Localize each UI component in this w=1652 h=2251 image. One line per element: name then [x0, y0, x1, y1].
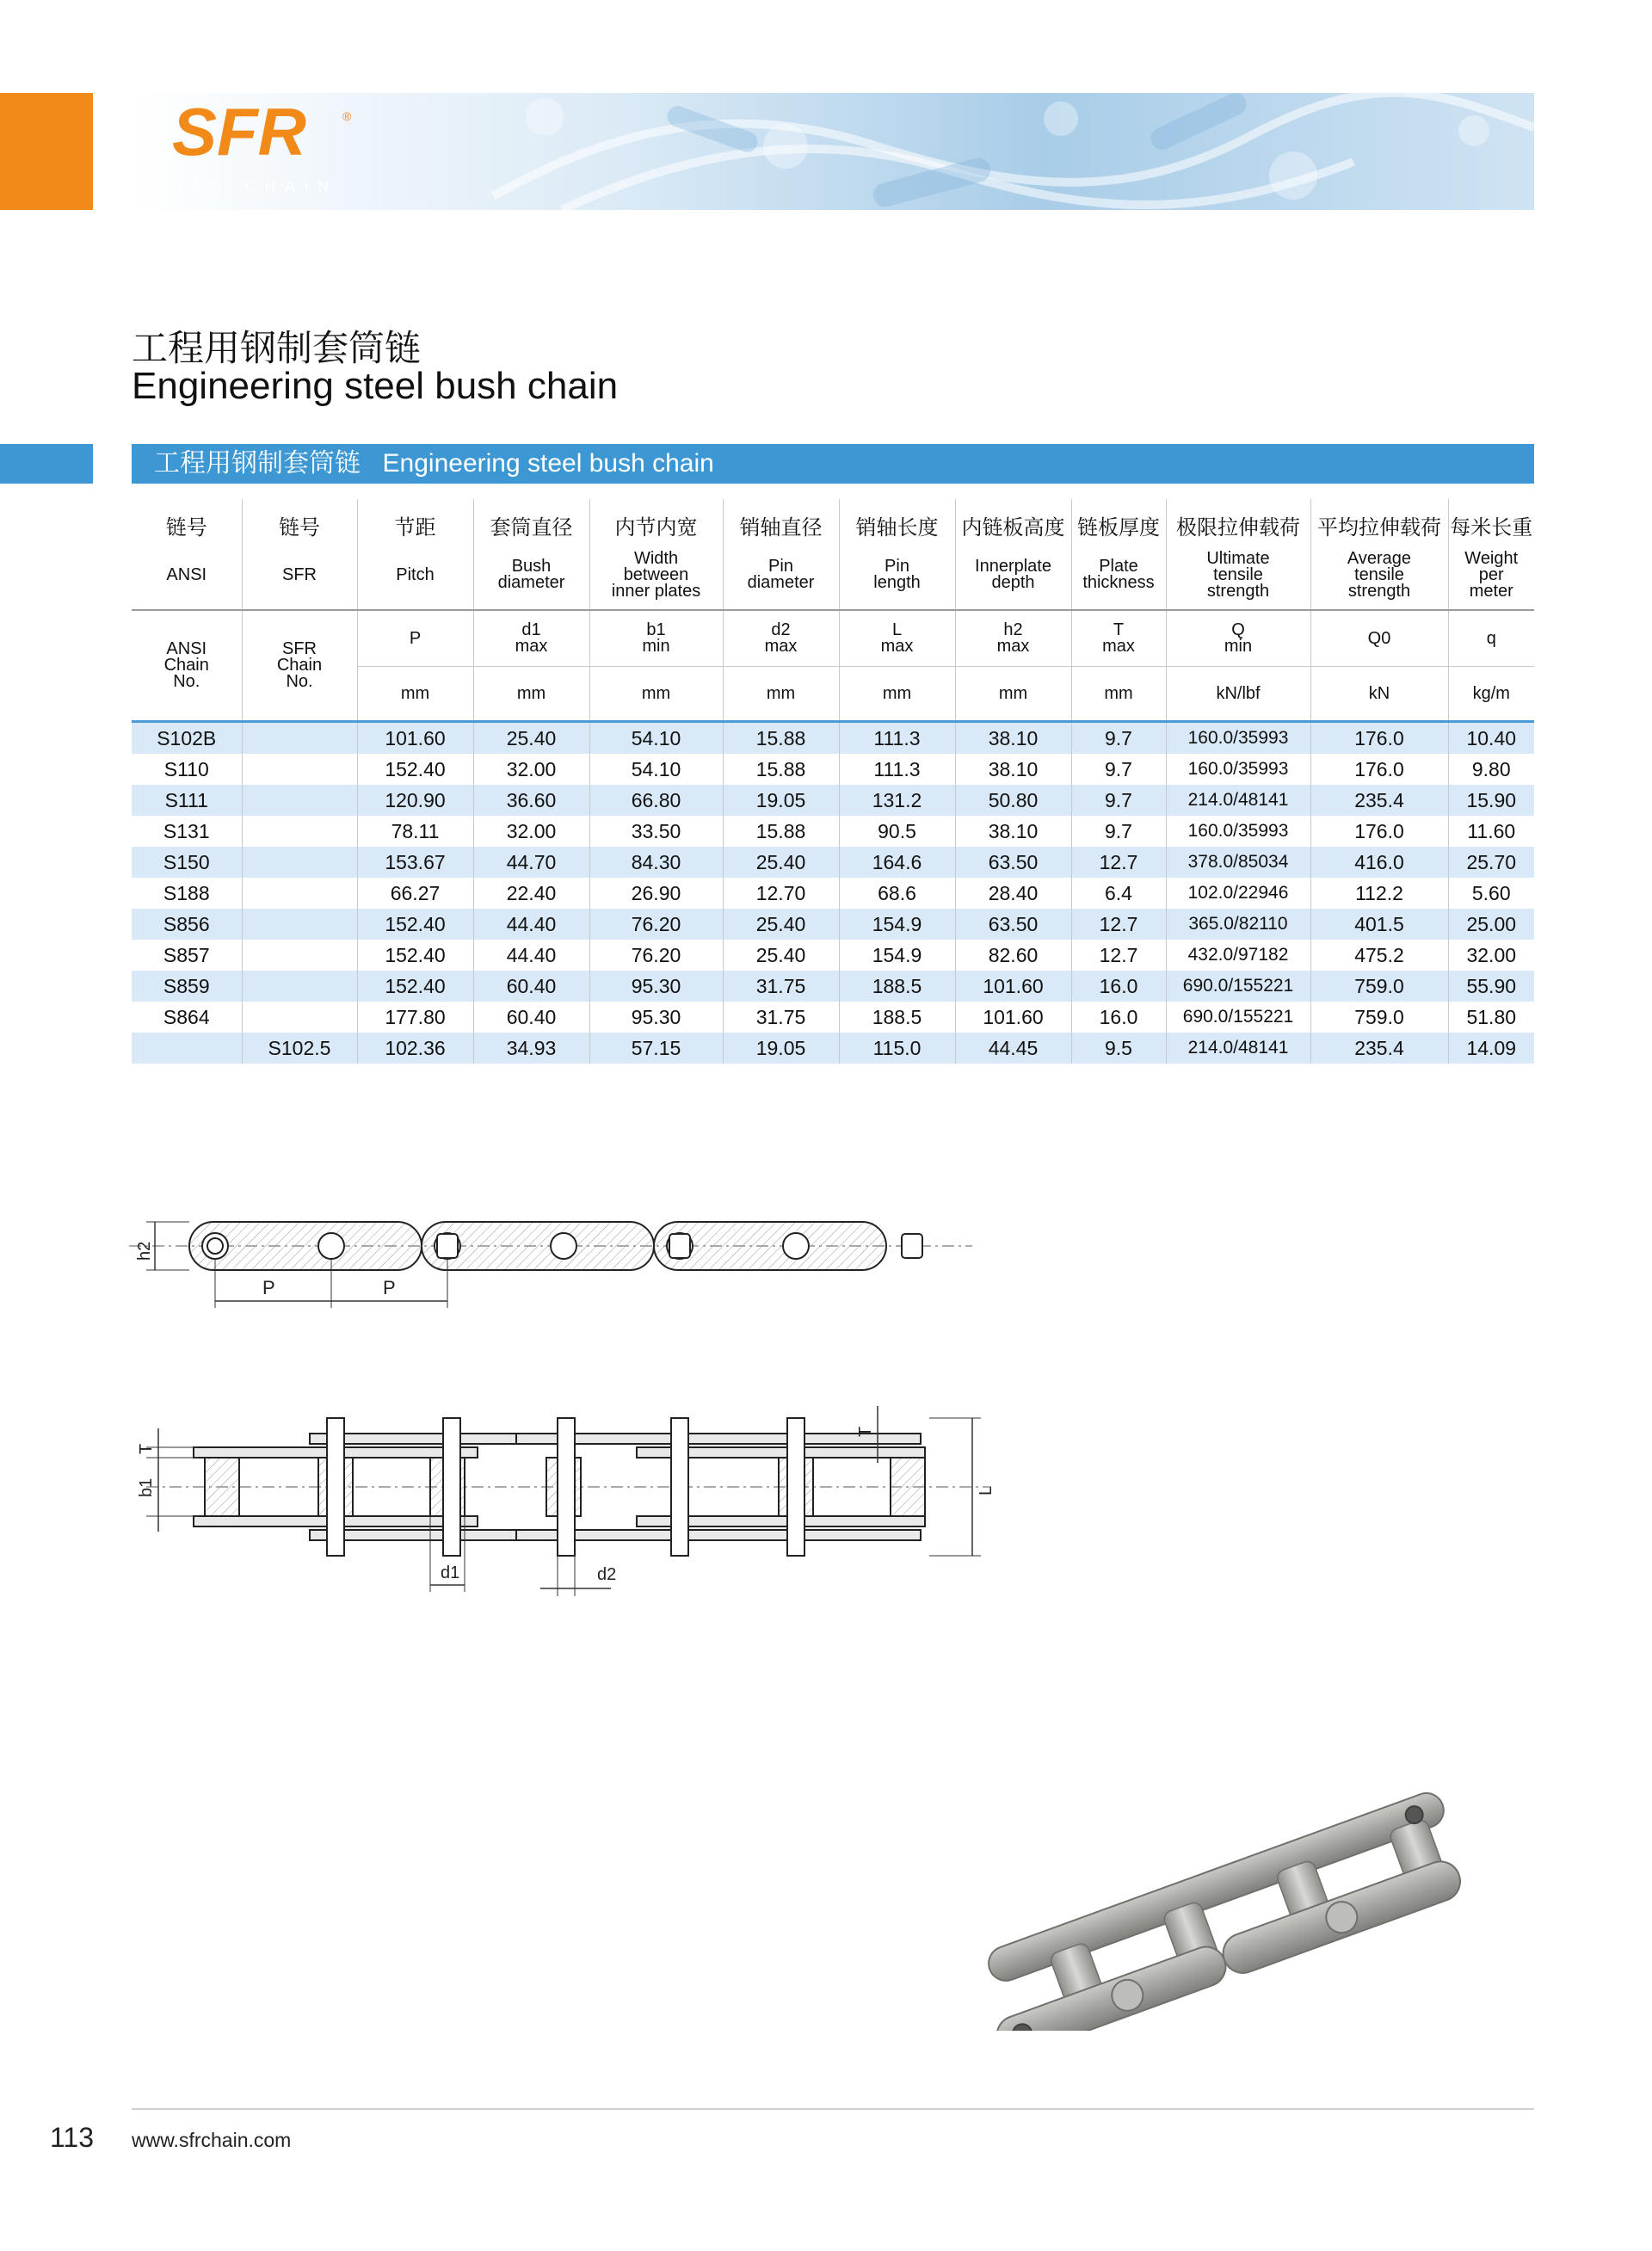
page-title-en: Engineering steel bush chain	[132, 365, 619, 407]
header-cn-cell: 销轴直径	[723, 499, 839, 540]
value-cell: 31.75	[723, 971, 839, 1002]
value-cell: 25.40	[473, 722, 589, 755]
spec-table	[132, 499, 1534, 1064]
symbol-cell-line: max	[1102, 637, 1135, 656]
value-cell: 16.0	[1071, 971, 1166, 1002]
header-row-symbols	[132, 610, 1534, 667]
value-cell: 759.0	[1310, 1002, 1448, 1033]
value-cell: 25.40	[723, 909, 839, 940]
value-cell: 365.0/82110	[1166, 909, 1310, 940]
t-label-right: T	[856, 1426, 875, 1437]
chain-no-label-cell	[132, 610, 242, 722]
header-en-cell-line: strength	[1347, 581, 1411, 601]
header-en-cell-line: strength	[1206, 581, 1270, 601]
value-cell: 68.6	[839, 878, 955, 909]
header-row-cn	[132, 499, 1534, 540]
header-en-cell-line: Pitch	[396, 564, 435, 584]
ansi-chain-no-cell: S150	[132, 847, 242, 878]
value-cell: 11.60	[1467, 819, 1516, 842]
unit-cell: mm	[955, 667, 1071, 722]
ansi-chain-no-cell: S864	[132, 1002, 242, 1033]
symbol-cell	[1448, 610, 1534, 667]
value-cell: 9.7	[1071, 785, 1166, 816]
header-en-cell-line: Innerplate	[975, 557, 1051, 576]
value-cell: 82.60	[955, 940, 1071, 971]
value-cell: 188.5	[839, 1002, 955, 1033]
value-cell: 19.05	[723, 785, 839, 816]
header-en-cell-line: Average	[1347, 548, 1412, 568]
value-cell: 78.11	[357, 816, 473, 847]
symbol-cell-line: T	[1113, 620, 1125, 639]
unit-cell: mm	[839, 667, 955, 722]
symbol-cell	[1310, 610, 1448, 667]
value-cell: 55.90	[1448, 971, 1534, 1002]
value-cell: 28.40	[955, 878, 1071, 909]
sfr-chain-no-cell	[242, 1002, 357, 1033]
l-label: L	[977, 1485, 996, 1496]
ansi-chain-no-cell: S859	[132, 971, 242, 1002]
svg-text:SFR CHAIN: SFR CHAIN	[174, 178, 338, 194]
value-cell: 22.40	[473, 878, 589, 909]
table-row	[132, 722, 1534, 755]
symbol-cell	[1166, 610, 1310, 667]
value-cell: 60.40	[473, 971, 589, 1002]
header-en-cell	[357, 540, 473, 610]
symbol-cell-line: L	[891, 620, 903, 639]
value-cell: 214.0/48141	[1166, 785, 1310, 816]
value-cell: 38.10	[955, 816, 1071, 847]
value-cell: 152.40	[357, 754, 473, 785]
value-cell: 176.0	[1310, 722, 1448, 755]
value-cell: 95.30	[589, 971, 723, 1002]
section-title-cn: 工程用钢制套筒链	[154, 448, 361, 478]
header-en-cell-line: tensile	[1213, 564, 1263, 584]
value-cell: 12.70	[723, 878, 839, 909]
table-row	[132, 1033, 1534, 1064]
chain-no-label-cell-line: No.	[173, 672, 200, 691]
header-en-cell-line: Plate	[1099, 557, 1138, 576]
header-en-cell-line: Weight	[1464, 548, 1519, 568]
sfr-chain-no-cell: S102.5	[242, 1033, 357, 1064]
value-cell: 101.60	[357, 722, 473, 755]
value-cell: 44.40	[473, 909, 589, 940]
symbol-cell	[589, 610, 723, 667]
header-en-cell	[473, 540, 589, 610]
value-cell: 12.7	[1071, 847, 1166, 878]
unit-cell: kN/lbf	[1166, 667, 1310, 722]
symbol-cell-line: max	[880, 637, 914, 656]
unit-cell: mm	[357, 667, 473, 722]
d1-label: d1	[441, 1563, 460, 1582]
header-cn-cell: 每米长重	[1450, 515, 1533, 540]
value-cell: 63.50	[955, 847, 1071, 878]
symbol-cell	[839, 610, 955, 667]
sfr-chain-no-cell	[242, 878, 357, 909]
value-cell: 235.4	[1310, 1033, 1448, 1064]
symbol-cell	[473, 610, 589, 667]
value-cell: 50.80	[955, 785, 1071, 816]
value-cell: 15.88	[723, 722, 839, 755]
chain-no-label-cell-line: SFR	[282, 639, 317, 658]
header-cn-cell: 链号	[242, 499, 357, 540]
value-cell: 177.80	[357, 1002, 473, 1033]
chain-no-label-cell-line: ANSI	[166, 639, 207, 658]
value-cell: 16.0	[1071, 1002, 1166, 1033]
header-en-cell	[1448, 540, 1534, 610]
pitch-label-1: P	[262, 1277, 275, 1298]
symbol-cell-line: P	[409, 628, 422, 648]
symbol-cell-line: max	[764, 637, 798, 656]
value-cell: 15.88	[723, 816, 839, 847]
table-row	[132, 1002, 1534, 1033]
symbol-cell-line: min	[1224, 637, 1253, 656]
sfr-chain-no-cell	[242, 909, 357, 940]
value-cell: 9.7	[1071, 722, 1166, 755]
value-cell: 111.3	[839, 722, 955, 755]
header-en-cell	[1166, 540, 1310, 610]
chain-top-view-diagram	[129, 1403, 998, 1600]
section-bar-tab	[0, 444, 93, 484]
header-en-cell-line: length	[873, 573, 921, 592]
value-cell: 51.80	[1466, 1005, 1517, 1028]
header-en-cell-line: meter	[1469, 581, 1513, 601]
symbol-cell-line: max	[996, 637, 1030, 656]
sfr-chain-no-cell	[242, 785, 357, 816]
ansi-chain-no-cell: S110	[132, 754, 242, 785]
value-cell: 66.27	[357, 878, 473, 909]
header-en-cell-line: ANSI	[166, 564, 207, 584]
value-cell: 9.7	[1071, 816, 1166, 847]
chain-no-label-cell-line: Chain	[163, 656, 209, 675]
value-cell: 102.0/22946	[1166, 878, 1310, 909]
header-en-cell-line: tensile	[1354, 564, 1404, 584]
value-cell: 95.30	[589, 1002, 723, 1033]
header-en-cell-line: diameter	[497, 573, 565, 592]
value-cell: 25.40	[723, 940, 839, 971]
d2-label: d2	[597, 1565, 617, 1584]
chain-no-label-cell-line: Chain	[276, 656, 323, 675]
t-label-left: T	[137, 1443, 156, 1454]
value-cell: 416.0	[1310, 847, 1448, 878]
symbol-cell-line: b1	[646, 620, 666, 639]
sfr-chain-no-cell	[242, 722, 357, 755]
b1-label: b1	[137, 1477, 156, 1497]
chain-no-label-cell	[242, 610, 357, 722]
value-cell: 690.0/155221	[1166, 971, 1310, 1002]
ansi-chain-no-cell: S856	[132, 909, 242, 940]
header-cn-cell: 内链板高度	[955, 499, 1071, 540]
orange-page-tab	[0, 93, 93, 210]
value-cell: 14.09	[1448, 1033, 1534, 1064]
value-cell: 84.30	[589, 847, 723, 878]
header-cn-cell: 链号	[132, 499, 242, 540]
unit-cell: mm	[473, 667, 589, 722]
value-cell: 160.0/35993	[1166, 754, 1310, 785]
value-cell: 54.10	[589, 722, 723, 755]
sfr-logo	[172, 102, 396, 196]
ansi-chain-no-cell: S102B	[132, 722, 242, 755]
header-cn-cell: 极限拉伸载荷	[1166, 499, 1310, 540]
value-cell: 9.80	[1471, 757, 1511, 780]
table-row	[132, 909, 1534, 940]
value-cell: 112.2	[1310, 878, 1448, 909]
header-en-cell-line: depth	[991, 573, 1035, 592]
section-title-en: Engineering steel bush chain	[382, 449, 714, 478]
value-cell: 152.40	[357, 940, 473, 971]
value-cell: 690.0/155221	[1166, 1002, 1310, 1033]
value-cell: 401.5	[1310, 909, 1448, 940]
value-cell: 176.0	[1310, 754, 1448, 785]
chain-no-label-cell-line: No.	[286, 672, 313, 691]
symbol-cell-line: max	[515, 637, 548, 656]
table-row	[132, 754, 1534, 785]
value-cell: 57.15	[589, 1033, 723, 1064]
value-cell: 6.4	[1071, 878, 1166, 909]
symbol-cell-line: q	[1486, 628, 1496, 648]
page-number: 113	[50, 2122, 95, 2153]
table-row	[132, 785, 1534, 816]
header-en-cell-line: Ultimate	[1206, 548, 1270, 568]
value-cell: 5.60	[1471, 881, 1511, 904]
header-en-cell	[955, 540, 1071, 610]
value-cell: 131.2	[839, 785, 955, 816]
value-cell: 76.20	[589, 909, 723, 940]
chain-product-photo	[946, 1773, 1506, 2031]
sfr-chain-no-cell	[242, 816, 357, 847]
h2-label: h2	[135, 1241, 154, 1261]
value-cell: 115.0	[839, 1033, 955, 1064]
header-cn-cell: 节距	[357, 499, 473, 540]
header-cn-cell: 内节内宽	[589, 499, 723, 540]
header-en-cell	[132, 540, 242, 610]
value-cell: 152.40	[357, 971, 473, 1002]
sfr-chain-no-cell	[242, 971, 357, 1002]
symbol-cell	[357, 610, 473, 667]
header-en-cell-line: diameter	[747, 573, 815, 592]
table-row	[132, 847, 1534, 878]
header-cn-cell: 链板厚度	[1071, 499, 1166, 540]
header-en-cell	[1071, 540, 1166, 610]
header-en-cell-line: Pin	[885, 557, 909, 576]
value-cell: 10.40	[1448, 722, 1534, 755]
value-cell: 26.90	[589, 878, 723, 909]
value-cell: 154.9	[839, 940, 955, 971]
section-bar	[132, 444, 1534, 484]
value-cell: 235.4	[1310, 785, 1448, 816]
header-en-cell-line: SFR	[282, 564, 317, 584]
value-cell: 432.0/97182	[1166, 940, 1310, 971]
symbol-cell-line: min	[642, 637, 670, 656]
value-cell: 60.40	[473, 1002, 589, 1033]
symbol-cell	[723, 610, 839, 667]
symbol-cell-line: Q0	[1367, 628, 1391, 648]
ansi-chain-no-cell: S131	[132, 816, 242, 847]
header-cn-cell: 套筒直径	[473, 499, 589, 540]
unit-cell: mm	[589, 667, 723, 722]
value-cell: 66.80	[589, 785, 723, 816]
header-en-cell-line: inner plates	[611, 581, 701, 601]
page-title-cn: 工程用钢制套筒链	[132, 327, 422, 369]
value-cell: 9.7	[1071, 754, 1166, 785]
table-row	[132, 940, 1534, 971]
symbol-cell-line: d2	[771, 620, 791, 639]
value-cell: 15.88	[723, 754, 839, 785]
svg-text:SFR: SFR	[172, 102, 306, 170]
symbol-cell-line: d1	[521, 620, 541, 639]
header-cn-cell: 平均拉伸载荷	[1310, 499, 1448, 540]
ansi-chain-no-cell	[132, 1033, 242, 1064]
value-cell: 32.00	[473, 754, 589, 785]
value-cell: 31.75	[723, 1002, 839, 1033]
table-row	[132, 971, 1534, 1002]
value-cell: 25.70	[1448, 847, 1534, 878]
value-cell: 188.5	[839, 971, 955, 1002]
header-en-cell	[1310, 540, 1448, 610]
value-cell: 378.0/85034	[1166, 847, 1310, 878]
value-cell: 90.5	[839, 816, 955, 847]
symbol-cell-line: h2	[1003, 620, 1023, 639]
value-cell: 63.50	[955, 909, 1071, 940]
sfr-chain-no-cell	[242, 847, 357, 878]
footer-divider	[132, 2108, 1534, 2110]
value-cell: 164.6	[839, 847, 955, 878]
value-cell: 759.0	[1310, 971, 1448, 1002]
value-cell: 15.90	[1448, 785, 1534, 816]
header-en-cell	[589, 540, 723, 610]
unit-cell: kN	[1310, 667, 1448, 722]
ansi-chain-no-cell: S188	[132, 878, 242, 909]
unit-cell: mm	[1071, 667, 1166, 722]
pitch-label-2: P	[383, 1277, 396, 1298]
header-en-cell-line: per	[1478, 564, 1504, 584]
sfr-chain-no-cell	[242, 754, 357, 785]
value-cell: 32.00	[1466, 943, 1517, 966]
value-cell: 34.93	[473, 1033, 589, 1064]
value-cell: 176.0	[1310, 816, 1448, 847]
value-cell: 76.20	[589, 940, 723, 971]
value-cell: 214.0/48141	[1166, 1033, 1310, 1064]
symbol-cell	[1071, 610, 1166, 667]
chain-side-view-diagram	[129, 1187, 972, 1325]
value-cell: 101.60	[955, 971, 1071, 1002]
value-cell: 36.60	[473, 785, 589, 816]
value-cell: 12.7	[1071, 940, 1166, 971]
unit-cell: mm	[723, 667, 839, 722]
value-cell: 160.0/35993	[1166, 722, 1310, 755]
value-cell: 44.40	[473, 940, 589, 971]
value-cell: 44.70	[473, 847, 589, 878]
value-cell: 25.00	[1448, 909, 1534, 940]
value-cell: 120.90	[357, 785, 473, 816]
symbol-cell-line: Q	[1231, 620, 1245, 639]
table-row	[132, 878, 1534, 909]
value-cell: 44.45	[955, 1033, 1071, 1064]
value-cell: 9.5	[1071, 1033, 1166, 1064]
ansi-chain-no-cell: S111	[132, 785, 242, 816]
header-en-cell-line: thickness	[1082, 573, 1155, 592]
value-cell: 32.00	[473, 816, 589, 847]
website-link[interactable]: www.sfrchain.com	[132, 2129, 292, 2151]
header-en-cell-line: Width	[633, 548, 679, 568]
value-cell: 38.10	[955, 754, 1071, 785]
value-cell: 154.9	[839, 909, 955, 940]
value-cell: 12.7	[1071, 909, 1166, 940]
header-en-cell	[242, 540, 357, 610]
value-cell: 153.67	[357, 847, 473, 878]
symbol-cell	[955, 610, 1071, 667]
value-cell: 19.05	[723, 1033, 839, 1064]
header-en-cell	[839, 540, 955, 610]
value-cell: 38.10	[955, 722, 1071, 755]
value-cell: 475.2	[1310, 940, 1448, 971]
table-row	[132, 816, 1534, 847]
value-cell: 25.40	[723, 847, 839, 878]
header-cn-cell: 销轴长度	[839, 499, 955, 540]
value-cell: 101.60	[955, 1002, 1071, 1033]
header-en-cell-line: Bush	[511, 557, 552, 576]
ansi-chain-no-cell: S857	[132, 940, 242, 971]
value-cell: 102.36	[357, 1033, 473, 1064]
header-row-en	[132, 540, 1534, 610]
value-cell: 111.3	[839, 754, 955, 785]
unit-cell: kg/m	[1448, 667, 1534, 722]
header-en-cell-line: between	[623, 564, 689, 584]
header-en-cell-line: Pin	[768, 557, 793, 576]
svg-text:®: ®	[342, 109, 352, 123]
value-cell: 152.40	[357, 909, 473, 940]
value-cell: 33.50	[589, 816, 723, 847]
value-cell: 160.0/35993	[1166, 816, 1310, 847]
header-en-cell	[723, 540, 839, 610]
sfr-chain-no-cell	[242, 940, 357, 971]
value-cell: 54.10	[589, 754, 723, 785]
